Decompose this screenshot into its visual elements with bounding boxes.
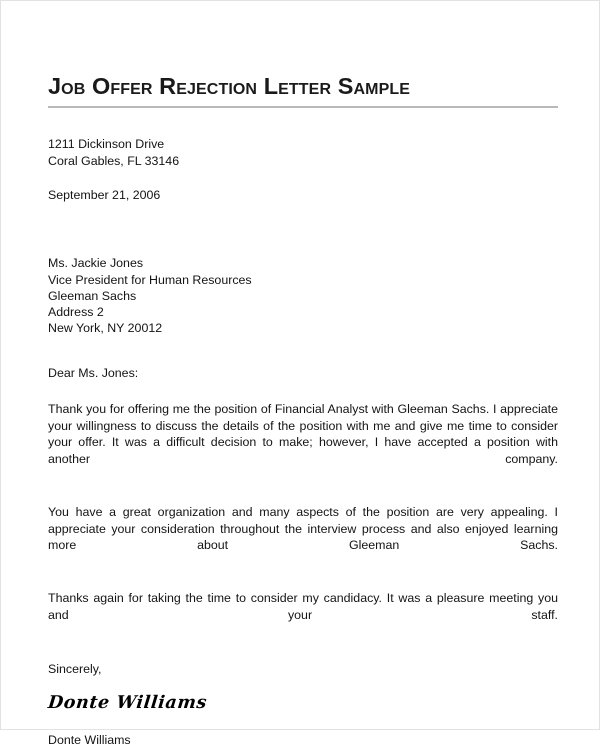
page-title: Job Offer Rejection Letter Sample xyxy=(48,73,410,99)
recipient-address-line: Address 2 xyxy=(48,305,104,320)
body-paragraph: You have a great organization and many aspects of the position are very appealing. I appreciate your consideration throughout the interview process and also enjoyed learning more about Gleeman Sachs. xyxy=(48,505,558,553)
recipient-company: Gleeman Sachs xyxy=(48,288,137,303)
recipient-city-state-zip: New York, NY 20012 xyxy=(48,321,163,336)
recipient-title: Vice President for Human Resources xyxy=(48,272,252,287)
sender-address-line: Coral Gables, FL 33146 xyxy=(48,153,180,168)
salutation: Dear Ms. Jones: xyxy=(48,365,139,380)
typed-signer-name: Donte Williams xyxy=(48,733,131,748)
letter-date-block xyxy=(48,187,558,203)
salutation-block xyxy=(48,365,558,381)
recipient-name: Ms. Jackie Jones xyxy=(48,256,144,271)
letter-body-column xyxy=(48,1,558,749)
body-paragraph: Thanks again for taking the time to consider my candidacy. It was a pleasure meeting you and your staff. xyxy=(48,591,558,622)
letter-date: September 21, 2006 xyxy=(48,187,161,202)
recipient-address-block xyxy=(48,255,558,336)
signature: Donte Williams xyxy=(46,693,208,714)
title-divider xyxy=(48,106,558,108)
sender-address-block xyxy=(48,136,558,169)
body-paragraph: Thank you for offering me the position of Financial Analyst with Gleeman Sachs. I appreciate your willingness to discuss the details of the position with me and give me time to consider your offer. It was a difficult decision to make; however, I have accepted a position with another company. xyxy=(48,402,558,466)
sender-address-line: 1211 Dickinson Drive xyxy=(48,137,165,152)
closing-salutation: Sincerely, xyxy=(48,662,102,677)
closing-block xyxy=(48,661,558,677)
